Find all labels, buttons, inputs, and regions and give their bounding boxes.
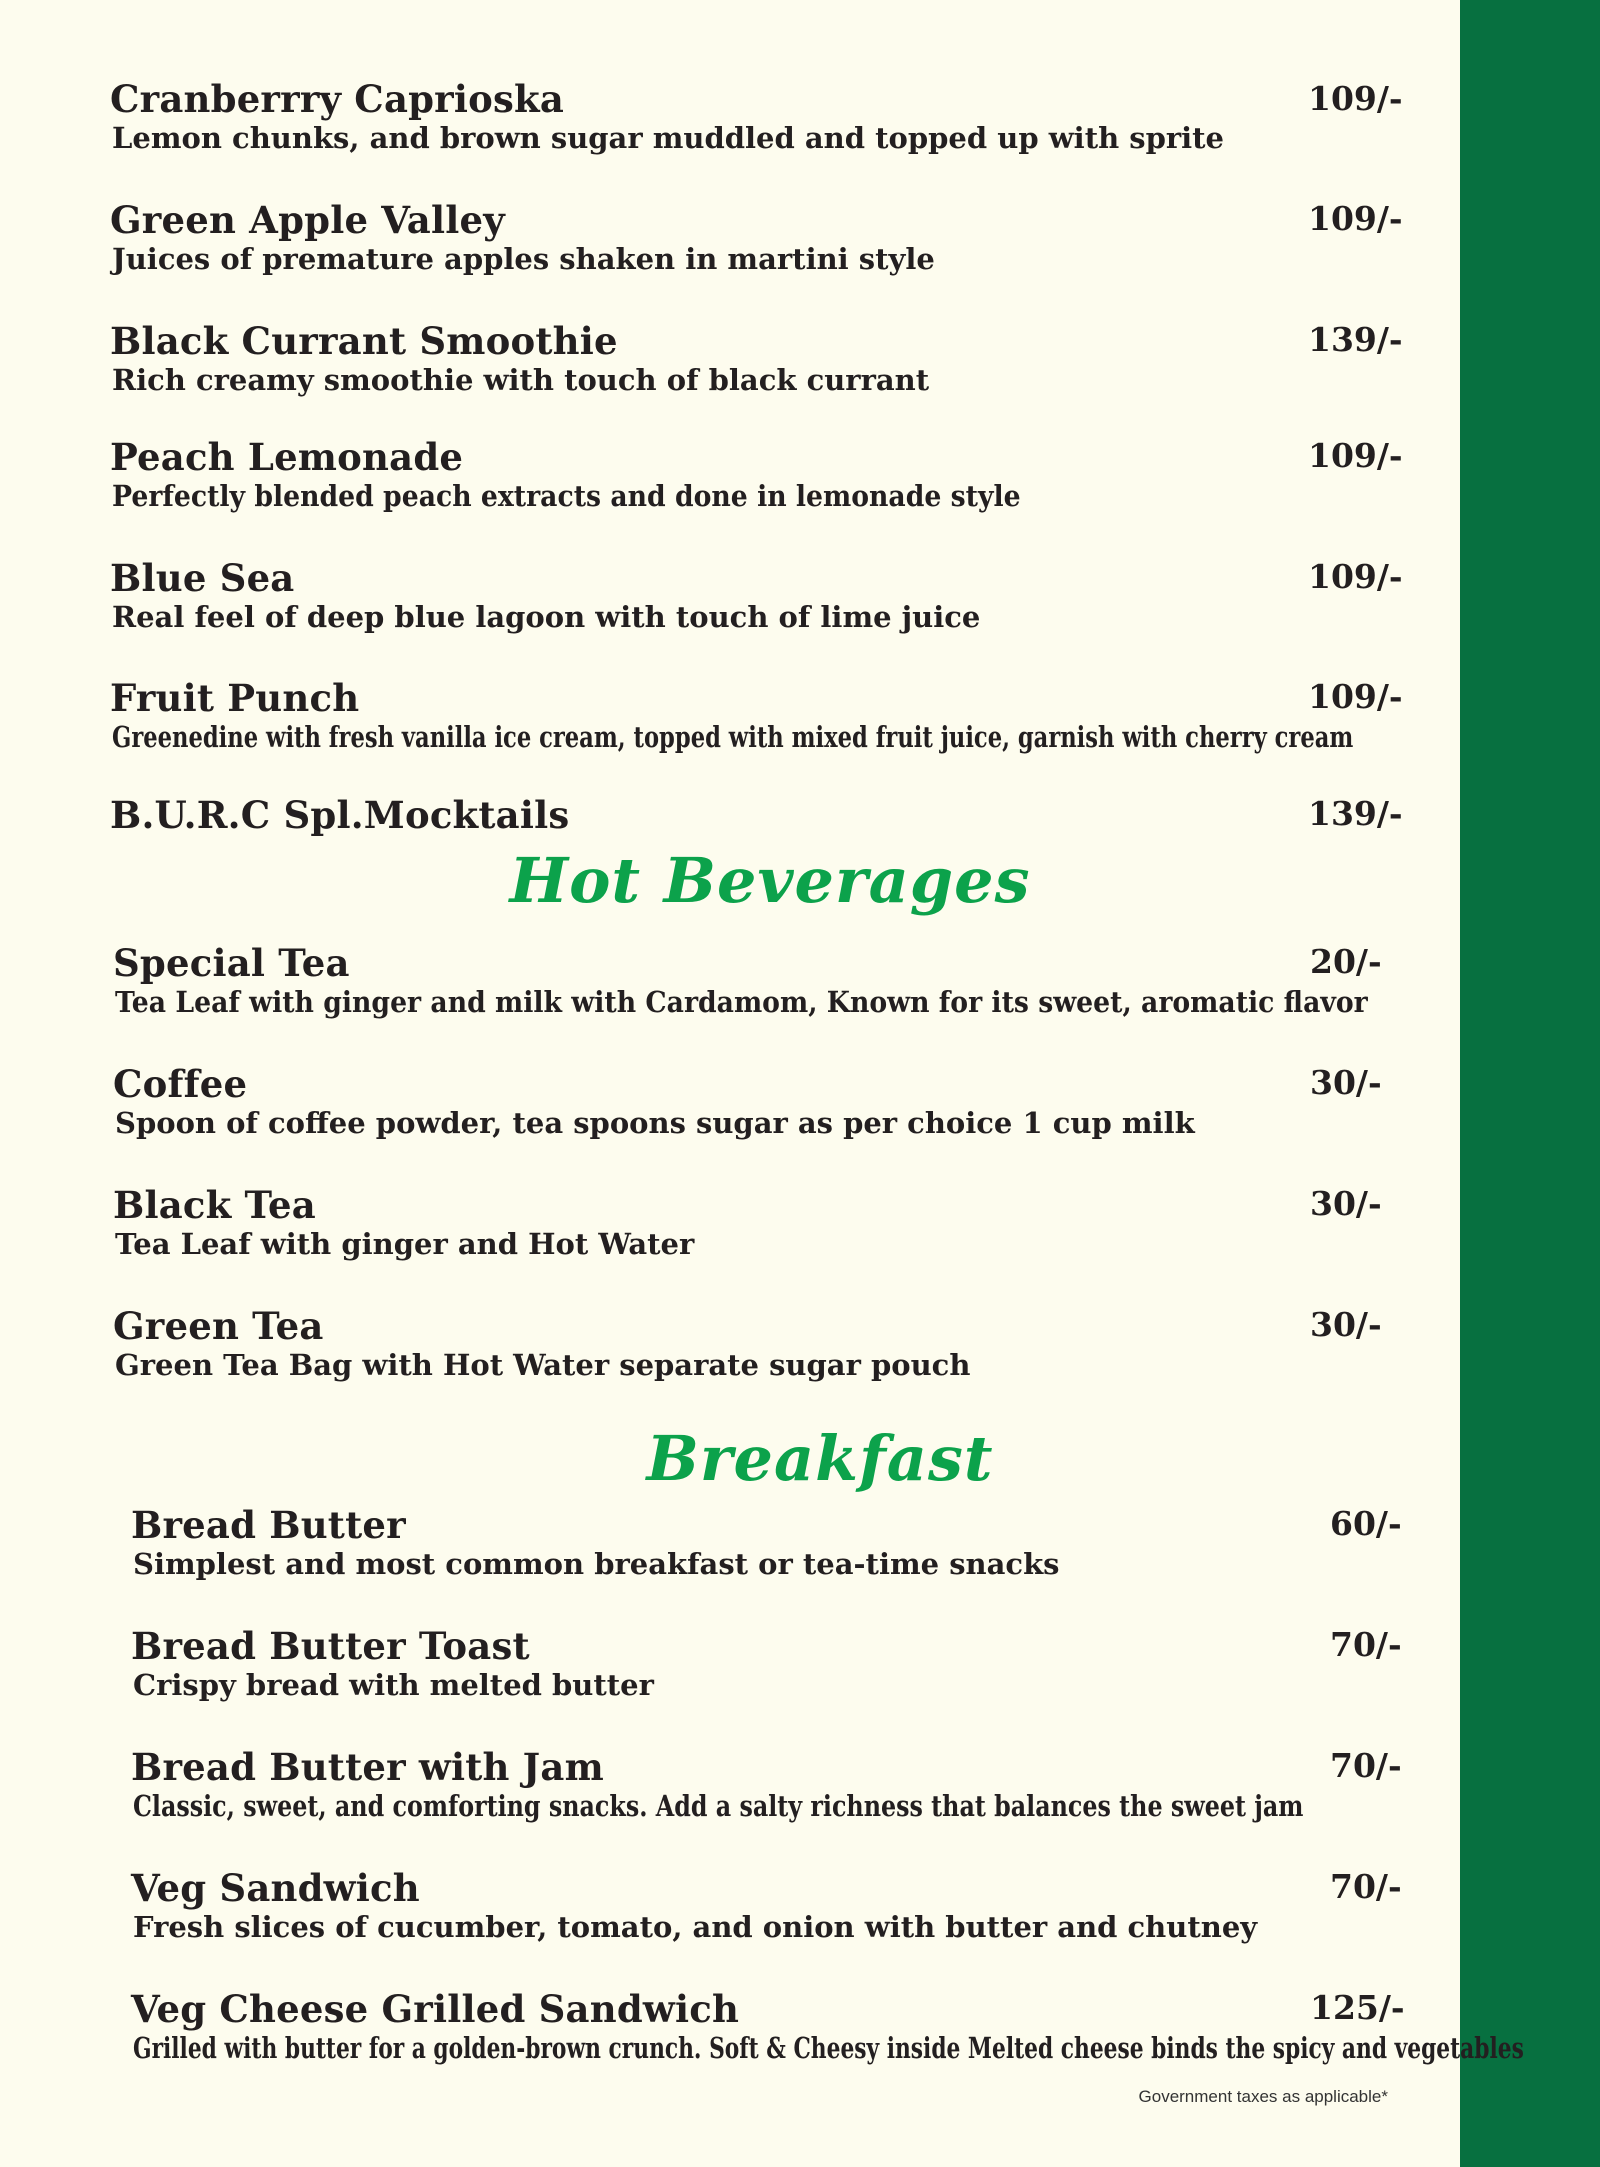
item-name: Special Tea bbox=[113, 941, 350, 985]
item-price: 125/- bbox=[1310, 1988, 1405, 2027]
item-name: B.U.R.C Spl.Mocktails bbox=[110, 793, 570, 837]
item-name: Cranberrry Caprioska bbox=[110, 77, 565, 121]
item-description: Real feel of deep blue lagoon with touch of lime juice bbox=[112, 600, 981, 634]
item-description: Crispy bread with melted butter bbox=[133, 1668, 654, 1702]
item-price: 30/- bbox=[1310, 1063, 1382, 1102]
item-name: Veg Cheese Grilled Sandwich bbox=[131, 1987, 740, 2031]
item-price: 109/- bbox=[1308, 199, 1403, 238]
item-price: 20/- bbox=[1310, 942, 1382, 981]
item-name: Bread Butter with Jam bbox=[131, 1745, 604, 1789]
item-description: Greenedine with fresh vanilla ice cream, topped with mixed fruit juice, garnish with cherry cream bbox=[112, 720, 1354, 754]
item-price: 109/- bbox=[1308, 677, 1403, 716]
item-description: Simplest and most common breakfast or tea-time snacks bbox=[133, 1547, 1060, 1581]
item-price: 109/- bbox=[1308, 557, 1403, 596]
item-name: Blue Sea bbox=[110, 556, 295, 600]
item-price: 109/- bbox=[1308, 436, 1403, 475]
side-color-band bbox=[1460, 0, 1600, 2167]
item-price: 139/- bbox=[1308, 794, 1403, 833]
item-name: Black Tea bbox=[113, 1183, 316, 1227]
item-description: Juices of premature apples shaken in martini style bbox=[112, 242, 935, 276]
item-price: 70/- bbox=[1330, 1867, 1402, 1906]
item-name: Fruit Punch bbox=[110, 676, 360, 720]
item-price: 139/- bbox=[1308, 320, 1403, 359]
item-description: Rich creamy smoothie with touch of black currant bbox=[112, 363, 930, 397]
tax-footnote: Government taxes as applicable* bbox=[1138, 2087, 1388, 2106]
item-description: Lemon chunks, and brown sugar muddled and topped up with sprite bbox=[112, 121, 1225, 155]
item-description: Green Tea Bag with Hot Water separate sugar pouch bbox=[115, 1348, 971, 1382]
item-description: Fresh slices of cucumber, tomato, and onion with butter and chutney bbox=[133, 1910, 1258, 1944]
item-name: Bread Butter bbox=[131, 1503, 406, 1547]
item-price: 30/- bbox=[1310, 1184, 1382, 1223]
item-description: Classic, sweet, and comforting snacks. Add a salty richness that balances the sweet jam bbox=[133, 1789, 1304, 1823]
section-title-hot-beverages: Hot Beverages bbox=[509, 844, 1031, 917]
item-name: Peach Lemonade bbox=[110, 435, 464, 479]
section-title-breakfast: Breakfast bbox=[646, 1422, 994, 1495]
item-price: 70/- bbox=[1330, 1625, 1402, 1664]
item-price: 70/- bbox=[1330, 1746, 1402, 1785]
item-price: 60/- bbox=[1330, 1504, 1402, 1543]
item-name: Green Apple Valley bbox=[110, 198, 505, 242]
item-name: Black Currant Smoothie bbox=[110, 319, 618, 363]
item-price: 109/- bbox=[1308, 79, 1403, 118]
item-description: Spoon of coffee powder, tea spoons sugar as per choice 1 cup milk bbox=[115, 1106, 1195, 1140]
item-description: Perfectly blended peach extracts and done in lemonade style bbox=[112, 479, 1021, 513]
item-description: Tea Leaf with ginger and Hot Water bbox=[115, 1227, 695, 1261]
item-price: 30/- bbox=[1310, 1305, 1382, 1344]
item-name: Bread Butter Toast bbox=[131, 1624, 530, 1668]
item-description: Tea Leaf with ginger and milk with Cardamom, Known for its sweet, aromatic flavor bbox=[115, 985, 1368, 1019]
item-name: Coffee bbox=[113, 1062, 248, 1106]
item-description: Grilled with butter for a golden-brown crunch. Soft & Cheesy inside Melted cheese binds the spicy and vegetables bbox=[133, 2031, 1524, 2065]
item-name: Veg Sandwich bbox=[131, 1866, 420, 1910]
item-name: Green Tea bbox=[113, 1304, 324, 1348]
